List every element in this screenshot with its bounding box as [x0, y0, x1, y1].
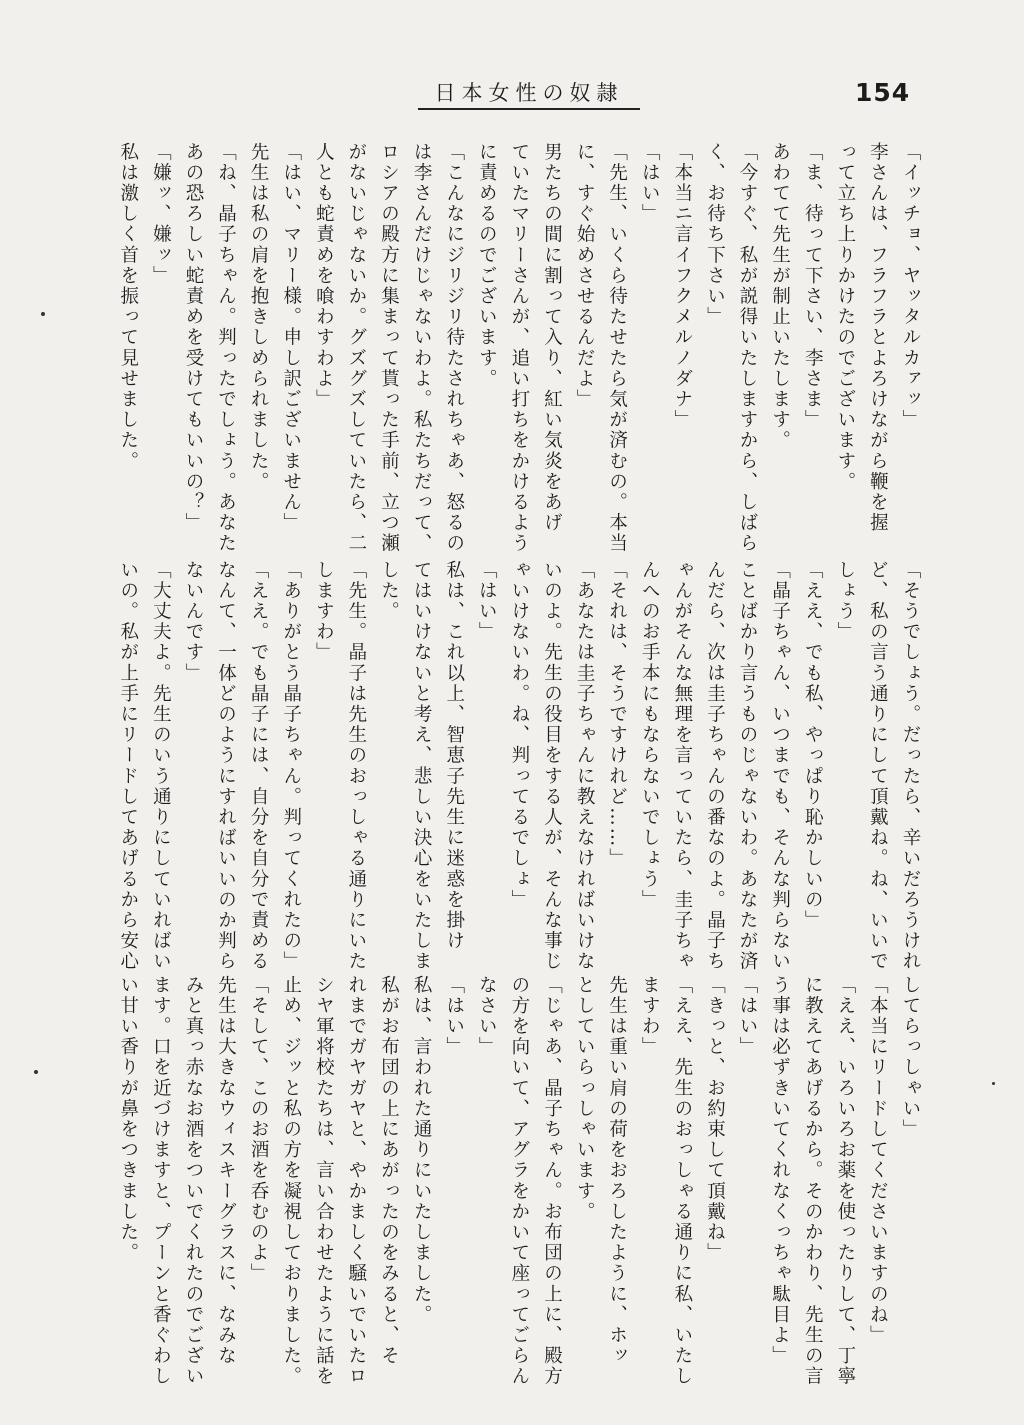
text-column: 「それは、そうですけれど……」 [606, 560, 628, 869]
text-column: 「はい」 [737, 975, 759, 1058]
header-underline [418, 108, 640, 110]
text-column: 「そして、このお酒を呑むのよ」 [248, 975, 270, 1284]
text-column: 「晶子ちゃん、いつまでも、そんな判らない [769, 560, 791, 972]
text-column: がないじゃないか。グズグズしていたら、二 [345, 142, 367, 554]
text-column: ロシアの殿方に集まって貰った手前、立つ瀬 [378, 142, 400, 554]
text-column: い甘い香りが鼻をつきました。 [117, 975, 139, 1264]
text-column: ないんです」 [182, 560, 204, 684]
text-column: んだら、次は圭子ちゃんの番なのよ。晶子ち [704, 560, 726, 972]
text-column: 「あなたは圭子ちゃんに教えなければいけな [574, 560, 596, 972]
text-column: 「ええ、いろいろお薬を使ったりして、丁寧 [834, 975, 856, 1387]
text-column: の方を向いて、アグラをかいて座ってごらん [508, 975, 530, 1387]
text-column: 「ま、待って下さい、李さま」 [802, 142, 824, 431]
text-column: 先生は私の肩を抱きしめられました。 [248, 142, 270, 493]
text-column: に責めるのでございます。 [476, 142, 498, 390]
text-column: 男たちの間に割って入り、紅い気炎をあげ [541, 142, 563, 534]
text-column: しますわ」 [313, 560, 335, 663]
page-number: 154 [855, 78, 911, 107]
text-column: ます。口を近づけますと、プーンと香ぐわし [150, 975, 172, 1387]
text-column: 先生は重い肩の荷をおろしたように、ホッ [606, 975, 628, 1367]
paper-speck [992, 1082, 995, 1085]
text-column: 「本当にリードしてくださいますのね」 [867, 975, 889, 1346]
text-column: 私は、これ以上、智恵子先生に迷惑を掛け [443, 560, 465, 952]
text-column: してらっしゃい」 [900, 975, 921, 1140]
text-column: 「ええ、先生のおっしゃる通りに私、いたし [671, 975, 693, 1387]
text-column: なんて、一体どのようにすればいいのか判ら [215, 560, 237, 972]
text-column: 「本当ニ言イフクメルノダナ」 [671, 142, 693, 431]
text-column: あの恐ろしい蛇責めを受けてもいいの？」 [182, 142, 204, 534]
text-column: シヤ軍将校たちは、言い合わせたように話を [313, 975, 335, 1387]
text-column: 「ええ、でも私、やっぱり恥かしいの」 [802, 560, 824, 931]
text-column: ことばかり言うものじゃないわ。あなたが済 [737, 560, 759, 972]
text-column: あわてて先生が制止いたします。 [769, 142, 791, 451]
text-column: 「ね、晶子ちゃん。判ったでしょう。あなた [215, 142, 237, 554]
text-column: てはいけないと考え、悲しい決心をいたしま [411, 560, 433, 972]
text-column: んへのお手本にもならないでしょう」 [639, 560, 661, 911]
text-column: みと真っ赤なお酒をついでくれたのでござい [182, 975, 204, 1387]
text-column: 「先生、いくら待たせたら気が済むの。本当 [606, 142, 628, 554]
text-column: 先生は大きなウィスキーグラスに、なみな [215, 975, 237, 1367]
text-column: いのよ。先生の役目をする人が、そんな事じ [541, 560, 563, 972]
text-column: に、すぐ始めさせるんだよ」 [574, 142, 596, 410]
text-column: に教えてあげるから。そのかわり、先生の言 [802, 975, 824, 1387]
text-column: 「大丈夫よ。先生のいう通りにしていればい [150, 560, 172, 972]
text-column: なさい」 [476, 975, 498, 1058]
text-column: 「はい、マリー様。申し訳ございません」 [280, 142, 302, 534]
text-column: 「じゃあ、晶子ちゃん。お布団の上に、殿方 [541, 975, 563, 1387]
text-column: 「先生。晶子は先生のおっしゃる通りにいた [345, 560, 367, 972]
text-column: 「ありがとう晶子ちゃん。判ってくれたの」 [280, 560, 302, 972]
text-column: って立ち上りかけたのでございます。 [834, 142, 856, 493]
lower-text-block [117, 975, 926, 1387]
text-column: 李さんは、フラフラとよろけながら鞭を握 [867, 142, 889, 534]
text-column: れまでガヤガヤと、やかましく騒いでいたロ [345, 975, 367, 1387]
text-column: 「はい」 [476, 560, 498, 643]
upper-text-block [117, 142, 926, 554]
text-column: いの。私が上手にリードしてあげるから安心 [117, 560, 139, 972]
text-column: 人とも蛇責めを喰わすわよ」 [313, 142, 335, 410]
text-column: しょう」 [834, 560, 856, 643]
text-column: ゃいけないわ。ね、判ってるでしょ」 [508, 560, 530, 911]
text-column: 「はい」 [443, 975, 465, 1058]
text-column: 「はい」 [639, 142, 661, 225]
text-column: ゃんがそんな無理を言っていたら、圭子ちゃ [671, 560, 693, 972]
paper-speck [41, 312, 45, 316]
text-column: 「イッチョ、ヤッタルカァッ」 [900, 142, 921, 431]
text-column: 私は、言われた通りにいたしました。 [411, 975, 433, 1326]
text-column: ていたマリーさんが、追い打ちをかけるよう [508, 142, 530, 554]
text-column: 「ええ。でも晶子には、自分を自分で責める [248, 560, 270, 972]
text-column: く、お待ち下さい」 [704, 142, 726, 328]
text-column: う事は必ずきいてくれなくっちゃ駄目よ」 [769, 975, 791, 1367]
text-column: 「こんなにジリジリ待たされちゃあ、怒るの [443, 142, 465, 554]
text-column: 「そうでしょう。だったら、辛いだろうけれ [900, 560, 921, 972]
text-column: ますわ」 [639, 975, 661, 1058]
text-column: 「嫌ッ、嫌ッ」 [150, 142, 172, 287]
text-column: ど、私の言う通りにして頂戴ね。ね、いいで [867, 560, 889, 972]
text-column: 「今すぐ、私が説得いたしますから、しばら [737, 142, 759, 554]
running-header-title: 日本女性の奴隷 [434, 81, 624, 105]
text-column: 私は激しく首を振って見せました。 [117, 142, 139, 472]
text-column: 止め、ジッと私の方を凝視しておりました。 [280, 975, 302, 1387]
text-column: 「きっと、お約束して頂戴ね」 [704, 975, 726, 1264]
middle-text-block [117, 560, 926, 972]
text-column: としていらっしゃいます。 [574, 975, 596, 1223]
text-column: した。 [378, 560, 400, 622]
text-column: は李さんだけじゃないわよ。私たちだって、 [411, 142, 433, 554]
text-column: 私がお布団の上にあがったのをみると、そ [378, 975, 400, 1367]
paper-speck [34, 1070, 38, 1074]
